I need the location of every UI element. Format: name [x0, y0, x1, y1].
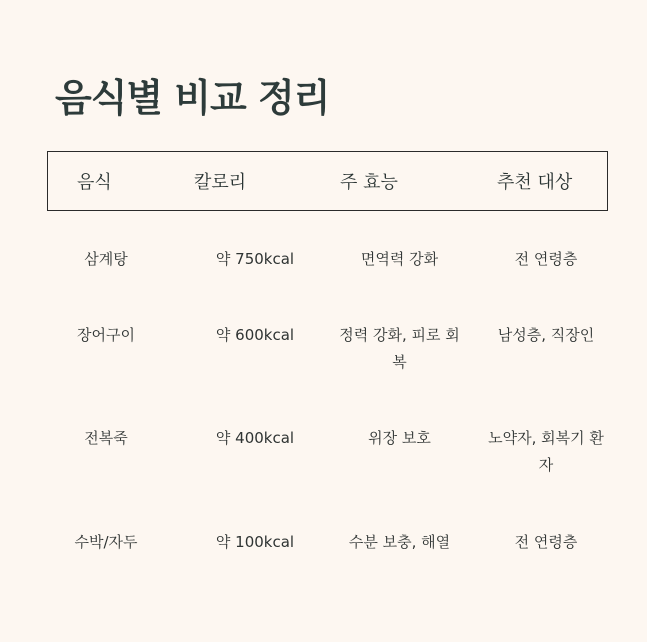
page-title: 음식별 비교 정리 — [55, 76, 330, 120]
cell-calorie: 약 600kcal — [215, 326, 295, 344]
header-target: 추천 대상 — [497, 172, 573, 193]
cell-effect: 면역력 강화 — [360, 250, 439, 268]
cell-food: 장어구이 — [77, 326, 135, 344]
header-calorie: 칼로리 — [194, 172, 247, 193]
cell-effect: 위장 보호 — [368, 429, 431, 447]
header-effect: 주 효능 — [340, 172, 398, 193]
cell-food: 수박/자두 — [74, 533, 138, 551]
cell-food: 삼계탕 — [84, 250, 128, 268]
cell-target: 전 연령층 — [514, 533, 578, 551]
cell-calorie: 약 400kcal — [215, 429, 295, 447]
cell-effect: 수분 보충, 해열 — [348, 533, 451, 551]
cell-calorie: 약 100kcal — [215, 533, 295, 551]
cell-food: 전복죽 — [84, 429, 128, 447]
cell-effect: 정력 강화, 피로 회복 — [339, 326, 460, 371]
cell-target: 노약자, 회복기 환자 — [488, 429, 604, 474]
header-food: 음식 — [77, 172, 112, 193]
cell-target: 전 연령층 — [514, 250, 578, 268]
cell-calorie: 약 750kcal — [215, 250, 295, 268]
cell-target: 남성층, 직장인 — [497, 326, 595, 344]
table-header — [47, 151, 608, 211]
